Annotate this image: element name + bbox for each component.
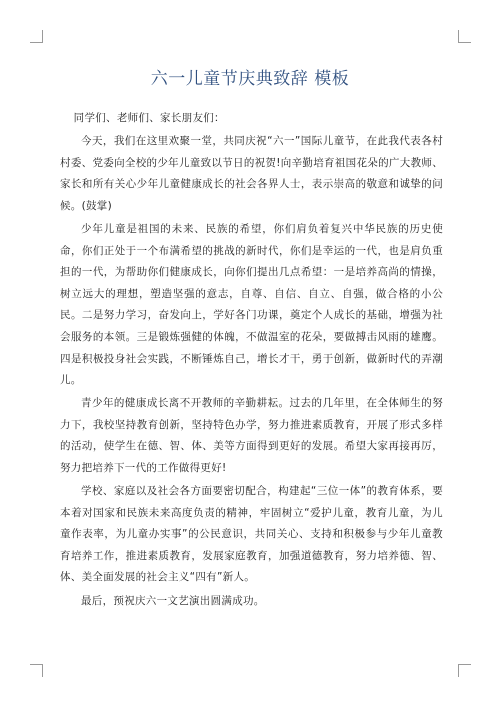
paragraph-salutation: 同学们、老师们、家长朋友们： bbox=[73, 112, 225, 124]
page-corner-mark-top-right bbox=[458, 30, 471, 43]
paragraph-hopes: 少年儿童是祖国的未来、民族的希望，你们肩负着复兴中华民族的历史使命，你们正处于一个布满希望的挑战的新时代，你们是幸运的一代，也是肩负重担的一代，为帮助你们健康成长，向你们提出几点希望：一是培养高尚的情操，树立远大的理想，塑造坚强的意志，自尊、自信、自立、自强，做合格的小公民。二是努力学习，奋发向上，学好各门功课，奠定个人成长的基础，增强为社会服务的本领。三是锻炼强健的体魄，不做温室的花朵，要做搏击风雨的雄鹰。四是积极投身社会实践，不断锤炼自己，增长才干，勇于创新，做新时代的弄潮儿。 bbox=[60, 222, 443, 387]
page-corner-mark-bottom-left bbox=[30, 664, 43, 677]
document-title: 六一儿童节庆典致辞 模板 bbox=[150, 69, 350, 89]
paragraph-cooperation: 学校、家庭以及社会各方面要密切配合，构建起“三位一体”的教育体系，要本着对国家和民族未来高度负责的精神，牢固树立“爱护儿童，教育儿童，为儿童作表率，为儿童办实事”的公民意识，共同关心、支持和积极参与少年儿童教育培养工作，推进素质教育，发展家庭教育，加强道德教育，努力培养德、智、体、美全面发展的社会主义“四有”新人。 bbox=[60, 485, 443, 584]
paragraph-closing: 最后，预祝庆六一文艺演出圆满成功。 bbox=[81, 594, 265, 607]
page-corner-mark-bottom-right bbox=[458, 664, 471, 677]
page-corner-mark-top-left bbox=[30, 30, 43, 43]
document-body bbox=[60, 108, 443, 614]
paragraph-opening: 今天，我们在这里欢聚一堂，共同庆祝“六一”国际儿童节，在此我代表各村村委、党委向全校的少年儿童致以节日的祝贺!向辛勤培育祖国花朵的广大教师、家长和所有关心少年儿童健康成长的社会各界人士，表示崇高的敬意和诚挚的问候。(鼓掌) bbox=[60, 135, 443, 212]
paragraph-teachers: 青少年的健康成长离不开教师的辛勤耕耘。过去的几年里，在全体师生的努力下，我校坚持教育创新，坚持特色办学，努力推进素质教育，开展了形式多样的活动，使学生在德、智、体、美等方面得到更好的发展。希望大家再接再厉，努力把培养下一代的工作做得更好! bbox=[60, 397, 443, 474]
